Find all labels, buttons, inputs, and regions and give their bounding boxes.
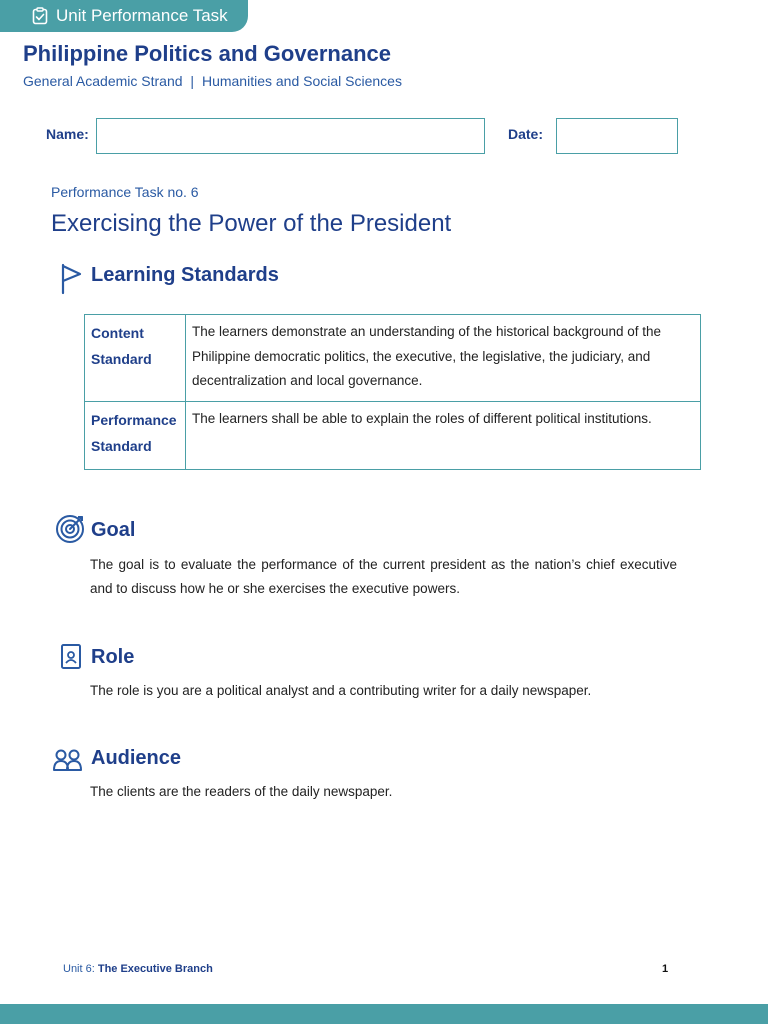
name-field[interactable] (96, 118, 485, 154)
footer-unit-title: The Executive Branch (97, 963, 213, 975)
strand-separator: | (190, 73, 195, 89)
label-line: Content (91, 325, 144, 341)
date-field[interactable] (556, 118, 678, 154)
strand-name: General Academic Strand (23, 73, 183, 89)
row-text: The learners shall be able to explain the roles of different political institutions. (186, 402, 701, 470)
table-row (85, 402, 701, 470)
role-text: The role is you are a political analyst and a contributing writer for a daily newspaper. (90, 683, 592, 698)
row-text: The learners demonstrate an understanding of the historical background of the Philippine democratic politics, the executive, the legislative, the judiciary, and decentralization and local governance. (186, 315, 701, 402)
id-badge-icon (59, 642, 83, 670)
specialization-name: Humanities and Social Sciences (201, 73, 402, 89)
date-label: Date: (508, 126, 544, 142)
standards-table (84, 314, 701, 470)
footer-unit (63, 963, 213, 975)
footer-unit-number: Unit 6: (63, 963, 98, 975)
audience-text: The clients are the readers of the daily newspaper. (90, 784, 393, 799)
table-row (85, 315, 701, 402)
page-number: 1 (662, 963, 669, 975)
strand-line (23, 73, 402, 89)
clipboard-check-icon (31, 7, 49, 25)
role-heading: Role (91, 646, 135, 668)
label-line: Performance (91, 412, 177, 428)
label-line: Standard (91, 351, 152, 367)
footer-bar (0, 1004, 768, 1024)
target-icon (55, 513, 86, 544)
row-label (85, 315, 186, 402)
people-icon (52, 748, 83, 772)
audience-heading: Audience (91, 747, 182, 769)
learning-standards-heading: Learning Standards (91, 264, 279, 286)
header-tab (0, 0, 248, 32)
name-label: Name: (46, 126, 89, 142)
row-label (85, 402, 186, 470)
tab-label: Unit Performance Task (56, 6, 228, 25)
task-title: Exercising the Power of the President (51, 210, 452, 237)
goal-heading: Goal (91, 519, 136, 541)
subject-title: Philippine Politics and Governance (23, 41, 391, 66)
label-line: Standard (91, 438, 152, 454)
flag-icon (60, 263, 84, 295)
task-number: Performance Task no. 6 (51, 184, 199, 200)
goal-text: The goal is to evaluate the performance of the current president as the nation’s chief executive and to discuss how he or she exercises the executive powers. (90, 557, 677, 596)
